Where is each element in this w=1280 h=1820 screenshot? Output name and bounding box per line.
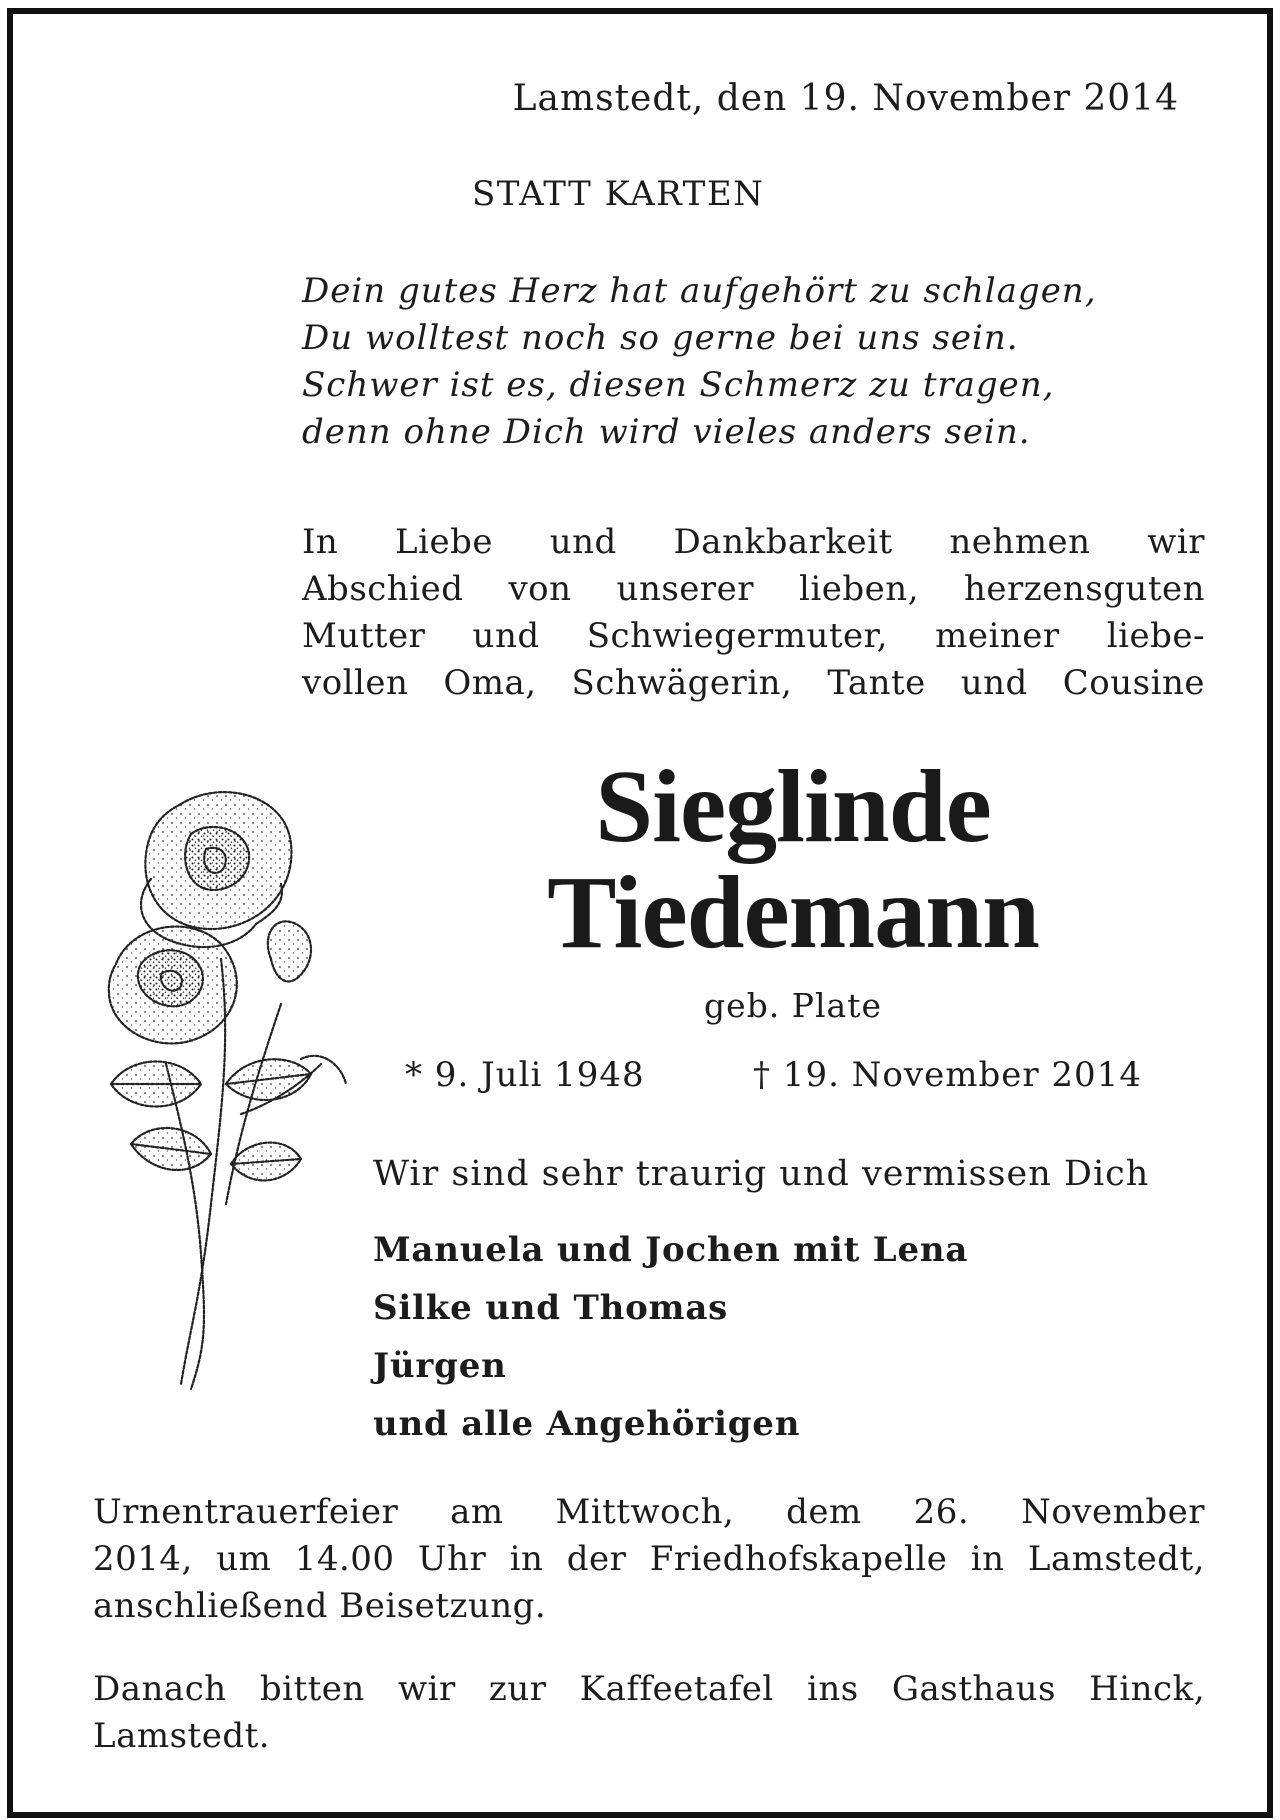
reception-info [93,1666,1205,1760]
reception-line: Lamstedt. [93,1716,271,1756]
closing-line: Wir sind sehr traurig und vermissen Dich [373,1154,1150,1194]
last-name: Tiedemann [547,855,1039,970]
first-name: Sieglinde [595,749,991,864]
mourner-entry: Silke und Thomas [373,1288,729,1328]
poem-line: Schwer ist es, diesen Schmerz zu tragen, [302,365,1055,405]
service-info [93,1489,1205,1630]
intro-line: Mutter und Schwiegermuter, meiner liebe- [302,616,1205,656]
intro-line: vollen Oma, Schwägerin, Tante und Cousine [302,663,1205,703]
birth-date: * 9. Juli 1948 [405,1055,645,1095]
service-line: anschließend Beisetzung. [93,1586,547,1626]
poem-line: denn ohne Dich wird vieles anders sein. [302,412,1031,452]
place-date: Lamstedt, den 19. November 2014 [512,78,1179,119]
intro-line: Abschied von unserer lieben, herzensguten [302,569,1205,609]
mourner-entry: und alle Angehörigen [373,1404,801,1444]
reception-line: Danach bitten wir zur Kaffeetafel ins Gasthaus Hinck, [93,1669,1205,1709]
service-line: 2014, um 14.00 Uhr in der Friedhofskapelle in Lamstedt, [93,1539,1205,1579]
mourners-list [373,1221,968,1453]
poem-line: Dein gutes Herz hat aufgehört zu schlagen, [302,271,1097,311]
obituary-notice [7,8,1273,1818]
birth-name: geb. Plate [704,986,882,1025]
deceased-name [453,749,1133,970]
intro-line: In Liebe und Dankbarkeit nehmen wir [302,522,1205,562]
poem [302,268,1202,456]
intro-text [302,519,1205,707]
poem-line: Du wolltest noch so gerne bei uns sein. [302,318,1019,358]
death-date: † 19. November 2014 [753,1055,1142,1095]
service-line: Urnentrauerfeier am Mittwoch, dem 26. November [93,1492,1205,1532]
header-statt-karten: STATT KARTEN [472,174,765,214]
rose-illustration-icon [71,784,371,1404]
mourner-entry: Manuela und Jochen mit Lena [373,1230,969,1270]
mourner-entry: Jürgen [373,1346,507,1386]
